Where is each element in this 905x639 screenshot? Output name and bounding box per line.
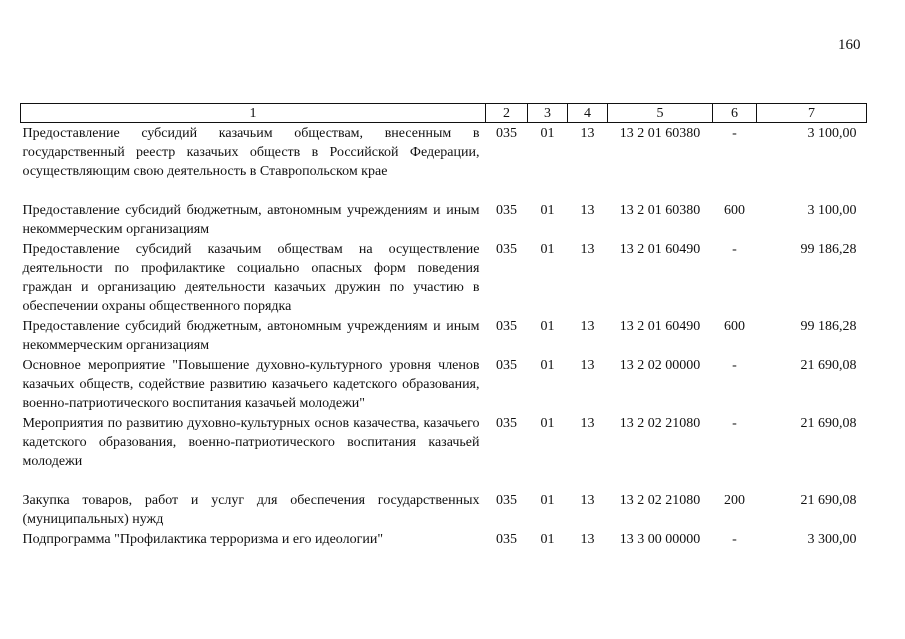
row-vr: 600 <box>724 203 745 218</box>
row-rz: 01 <box>540 493 555 508</box>
budget-table <box>20 103 867 549</box>
row-rz: 01 <box>540 358 555 373</box>
row-rz: 01 <box>540 416 555 431</box>
row-pr: 13 <box>580 242 595 257</box>
row-vr: - <box>732 416 737 431</box>
row-csr: 13 2 02 00000 <box>619 358 701 373</box>
header-col-4: 4 <box>568 104 608 123</box>
row-pr: 13 <box>580 493 595 508</box>
row-pr: 13 <box>580 416 595 431</box>
row-vr: 600 <box>724 319 745 334</box>
row-gr: 035 <box>496 242 517 257</box>
table-row <box>21 490 867 529</box>
row-name: Мероприятия по развитию духовно-культурных основ казачества, казачьего кадетского образования, военно-патриотического воспитания казачьей молодежи <box>22 416 480 469</box>
row-rz: 01 <box>540 242 555 257</box>
row-rz: 01 <box>540 532 555 547</box>
row-gr: 035 <box>496 532 517 547</box>
table-row <box>21 239 867 316</box>
row-pr: 13 <box>580 532 595 547</box>
table-row <box>21 529 867 549</box>
row-pr: 13 <box>580 319 595 334</box>
row-sum: 99 186,28 <box>800 242 857 257</box>
table-row <box>21 355 867 413</box>
row-gr: 035 <box>496 358 517 373</box>
header-col-1: 1 <box>21 104 486 123</box>
row-sum: 99 186,28 <box>800 319 857 334</box>
row-gr: 035 <box>496 319 517 334</box>
row-sum: 21 690,08 <box>800 416 857 431</box>
row-gr: 035 <box>496 493 517 508</box>
row-csr: 13 2 01 60490 <box>619 319 701 334</box>
row-rz: 01 <box>540 319 555 334</box>
table-row <box>21 413 867 490</box>
row-vr: - <box>732 532 737 547</box>
row-vr: 200 <box>724 493 745 508</box>
row-gr: 035 <box>496 203 517 218</box>
row-csr: 13 2 02 21080 <box>619 493 701 508</box>
table-row <box>21 316 867 355</box>
header-col-7: 7 <box>757 104 867 123</box>
row-sum: 21 690,08 <box>800 358 857 373</box>
table-row <box>21 123 867 201</box>
row-pr: 13 <box>580 358 595 373</box>
row-vr: - <box>732 126 737 141</box>
row-rz: 01 <box>540 203 555 218</box>
row-name: Предоставление субсидий бюджетным, автономным учреждениям и иным некоммерческим организациям <box>22 203 480 237</box>
row-sum: 3 300,00 <box>807 532 857 547</box>
page-number: 160 <box>838 37 861 53</box>
row-name: Предоставление субсидий бюджетным, автономным учреждениям и иным некоммерческим организациям <box>22 319 480 353</box>
row-csr: 13 2 01 60380 <box>619 126 701 141</box>
row-name: Предоставление субсидий казачьим обществам на осуществление деятельности по профилактике социально опасных форм поведения граждан и организацию деятельности казачьих дружин по участию в обеспечении охраны общественного порядка <box>22 242 480 314</box>
row-gr: 035 <box>496 416 517 431</box>
header-row <box>21 104 867 123</box>
row-sum: 21 690,08 <box>800 493 857 508</box>
row-csr: 13 2 02 21080 <box>619 416 701 431</box>
row-pr: 13 <box>580 203 595 218</box>
row-name: Подпрограмма "Профилактика терроризма и его идеологии" <box>22 532 384 547</box>
row-name: Предоставление субсидий казачьим обществам, внесенным в государственный реестр казачьих обществ в Российской Федерации, осуществляющим свою деятельность в Ставропольском крае <box>22 126 480 179</box>
row-pr: 13 <box>580 126 595 141</box>
row-name: Основное мероприятие "Повышение духовно-культурного уровня членов казачьих обществ, содействие развитию казачьего кадетского образования, военно-патриотического воспитания казачьей молодежи" <box>22 358 480 411</box>
row-csr: 13 3 00 00000 <box>619 532 701 547</box>
header-col-5: 5 <box>608 104 713 123</box>
row-csr: 13 2 01 60490 <box>619 242 701 257</box>
header-col-3: 3 <box>528 104 568 123</box>
row-vr: - <box>732 358 737 373</box>
row-sum: 3 100,00 <box>807 203 857 218</box>
row-vr: - <box>732 242 737 257</box>
header-col-6: 6 <box>713 104 757 123</box>
row-sum: 3 100,00 <box>807 126 857 141</box>
header-col-2: 2 <box>486 104 528 123</box>
table-row <box>21 200 867 239</box>
row-rz: 01 <box>540 126 555 141</box>
row-csr: 13 2 01 60380 <box>619 203 701 218</box>
row-gr: 035 <box>496 126 517 141</box>
row-name: Закупка товаров, работ и услуг для обеспечения государственных (муниципальных) нужд <box>22 493 480 527</box>
